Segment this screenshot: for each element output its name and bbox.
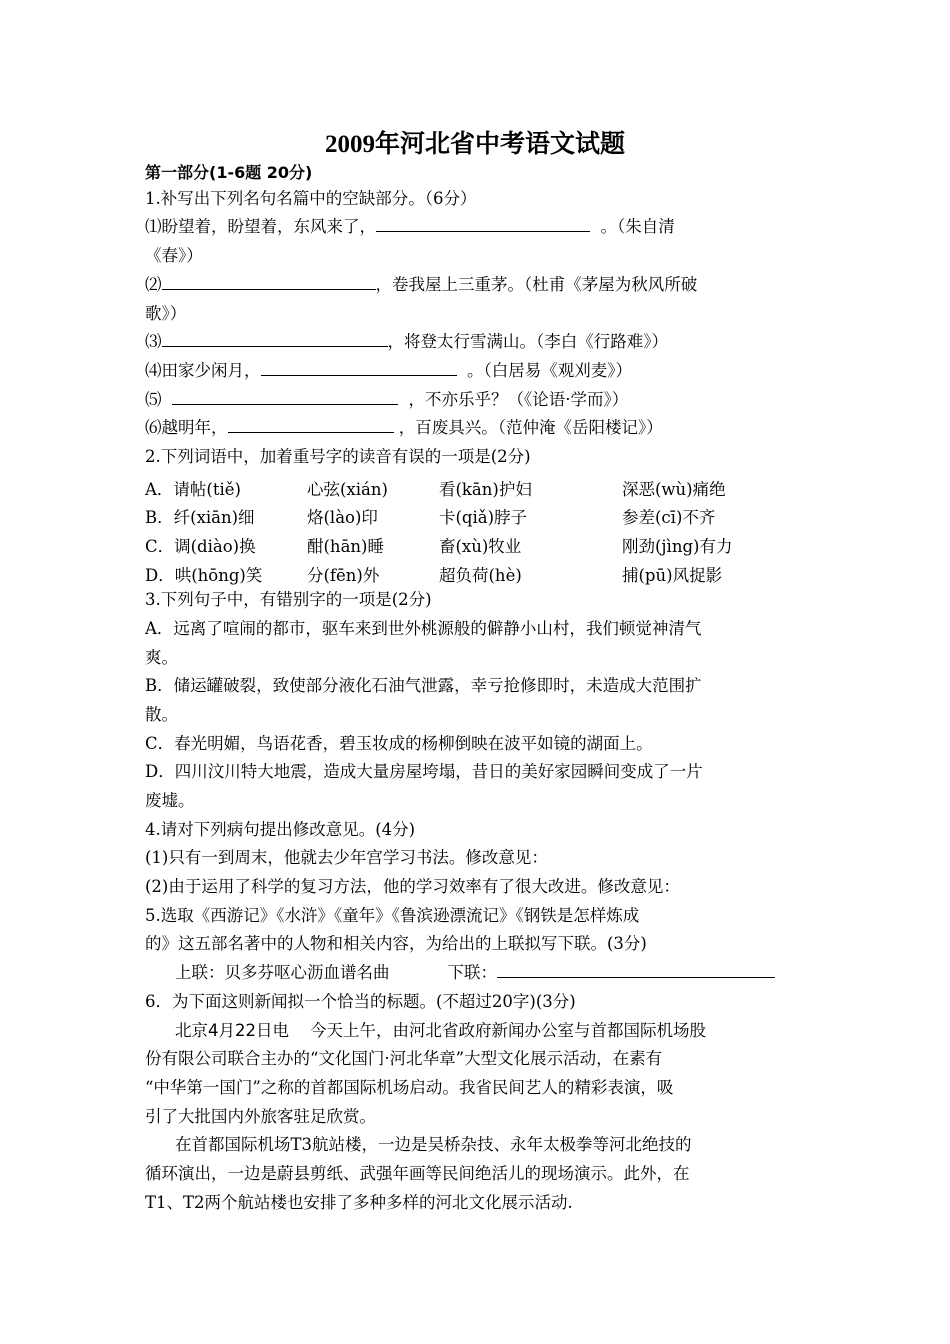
q2-option-c-3: 畜(xù)牧业 (439, 537, 522, 556)
q2-option-a-1: A．请帖(tiě) (145, 480, 241, 499)
q1-item-5-num: ⑸ (145, 390, 162, 409)
q6-news-p2-line3: T1、T2两个航站楼也安排了多种多样的河北文化展示活动. (145, 1193, 573, 1212)
q4-stem: 4.请对下列病句提出修改意见。(4分) (145, 820, 416, 839)
answer-blank[interactable] (162, 275, 376, 290)
q3-option-a: A．远离了喧闹的都市，驱车来到世外桃源般的僻静小山村，我们顿觉神清气 (145, 619, 702, 638)
q1-item-4-text: ⑷田家少闲月， (145, 361, 261, 380)
page-title: 2009年河北省中考语文试题 (324, 131, 625, 158)
q1-item-2-cont: 歌》） (145, 304, 187, 323)
q1-item-1 (145, 217, 675, 237)
q1-item-3-num: ⑶ (145, 332, 162, 351)
q6-news-p1-line3: “中华第一国门”之称的首都国际机场启动。我省民间艺人的精彩表演，吸 (145, 1078, 674, 1097)
q1-stem: 1.补写出下列名句名篇中的空缺部分。（6分） (145, 189, 477, 208)
answer-blank[interactable] (162, 332, 388, 347)
q2-option-a-3: 看(kān)护妇 (439, 480, 532, 499)
q3-stem: 3.下列句子中，有错别字的一项是(2分) (145, 590, 432, 609)
q2-option-c-4: 刚劲(jìng)有力 (622, 537, 733, 556)
q6-stem: 6．为下面这则新闻拟一个恰当的标题。(不超过20字)(3分) (145, 992, 576, 1011)
q3-option-b-cont: 散。 (145, 705, 178, 724)
q5-upper-line: 上联：贝多芬呕心沥血谱名曲 (175, 963, 390, 982)
q2-option-b-1: B．纤(xiān)细 (145, 508, 255, 527)
q2-option-d-3: 超负荷(hè) (439, 566, 522, 585)
q5-stem: 5.选取《西游记》《水浒》《童年》《鲁滨逊漂流记》《钢铁是怎样炼成 (145, 906, 640, 925)
q6-news-p1-line4: 引了大批国内外旅客驻足欣赏。 (145, 1107, 376, 1126)
q1-item-2-num: ⑵ (145, 275, 162, 294)
q1-item-3 (145, 332, 668, 352)
q2-option-d-4: 捕(pū)风捉影 (622, 566, 723, 585)
q1-item-2 (145, 275, 697, 295)
q1-item-1-text: ⑴盼望着，盼望着，东风来了， (145, 217, 376, 236)
q6-news-p1-line2: 份有限公司联合主办的“文化国门·河北华章”大型文化展示活动，在素有 (145, 1049, 663, 1068)
q2-option-b-4: 参差(cī)不齐 (622, 508, 716, 527)
q1-item-1-cont: 《春》） (145, 246, 203, 265)
q2-option-d-2: 分(fēn)外 (307, 566, 380, 585)
q3-option-d-cont: 废墟。 (145, 791, 195, 810)
q1-item-5-text: ，不亦乐乎？（《论语·学而》） (408, 390, 629, 409)
q2-stem: 2.下列词语中，加着重号字的读音有误的一项是(2分) (145, 447, 531, 466)
news-dateline: 北京4月22日电 (175, 1021, 289, 1040)
q1-item-4 (145, 361, 632, 381)
q1-item-6 (145, 418, 663, 438)
q6-news-p2-line2: 循环演出，一边是蔚县剪纸、武强年画等民间绝活儿的现场演示。此外，在 (145, 1164, 690, 1183)
q5-lower-label: 下联： (447, 963, 497, 982)
q5-couplet (175, 963, 775, 983)
q1-item-2-text: ，卷我屋上三重茅。（杜甫《茅屋为秋风所破 (375, 275, 698, 294)
q1-item-1-source: 。（朱自清 (600, 217, 675, 236)
q1-item-3-text: ，将登太行雪满山。（李白《行路难》） (387, 332, 668, 351)
q2-option-a-2: 心弦(xián) (307, 480, 388, 499)
section-heading: 第一部分(1-6题 20分) (145, 163, 313, 182)
q2-option-b-2: 烙(lào)印 (307, 508, 378, 527)
q1-item-4-source: 。（白居易《观刈麦》） (467, 361, 632, 380)
q2-option-c-2: 酣(hān)睡 (307, 537, 384, 556)
q5-stem-cont: 的》这五部名著中的人物和相关内容，为给出的上联拟写下联。(3分) (145, 934, 647, 953)
answer-blank[interactable] (497, 963, 775, 978)
q2-option-b-3: 卡(qiǎ)脖子 (439, 508, 528, 527)
q6-news-p1 (175, 1021, 706, 1041)
q4-sentence-1: (1)只有一到周末，他就去少年宫学习书法。修改意见： (145, 848, 548, 867)
q2-option-d-1: D．哄(hōng)笑 (145, 566, 263, 585)
q3-option-b: B．储运罐破裂，致使部分液化石油气泄露，幸亏抢修即时，未造成大范围扩 (145, 676, 702, 695)
answer-blank[interactable] (376, 217, 590, 232)
answer-blank[interactable] (261, 361, 457, 376)
q3-option-c: C．春光明媚，鸟语花香，碧玉妆成的杨柳倒映在波平如镜的湖面上。 (145, 734, 653, 753)
answer-blank[interactable] (172, 390, 398, 405)
q2-option-a-4: 深恶(wù)痛绝 (622, 480, 726, 499)
q1-item-6-source: ，百废具兴。（范仲淹《岳阳楼记》） (398, 418, 663, 437)
q4-sentence-2: (2)由于运用了科学的复习方法，他的学习效率有了很大改进。修改意见： (145, 877, 680, 896)
answer-blank[interactable] (228, 418, 394, 433)
q1-item-5 (145, 390, 628, 410)
q1-item-6-text: ⑹越明年， (145, 418, 228, 437)
q6-news-p2: 在首都国际机场T3航站楼，一边是吴桥杂技、永年太极拳等河北绝技的 (175, 1135, 692, 1154)
news-p1-text: 今天上午，由河北省政府新闻办公室与首都国际机场股 (309, 1021, 706, 1040)
q3-option-a-cont: 爽。 (145, 648, 178, 667)
q3-option-d: D．四川汶川特大地震，造成大量房屋垮塌，昔日的美好家园瞬间变成了一片 (145, 762, 703, 781)
q2-option-c-1: C．调(diào)换 (145, 537, 256, 556)
